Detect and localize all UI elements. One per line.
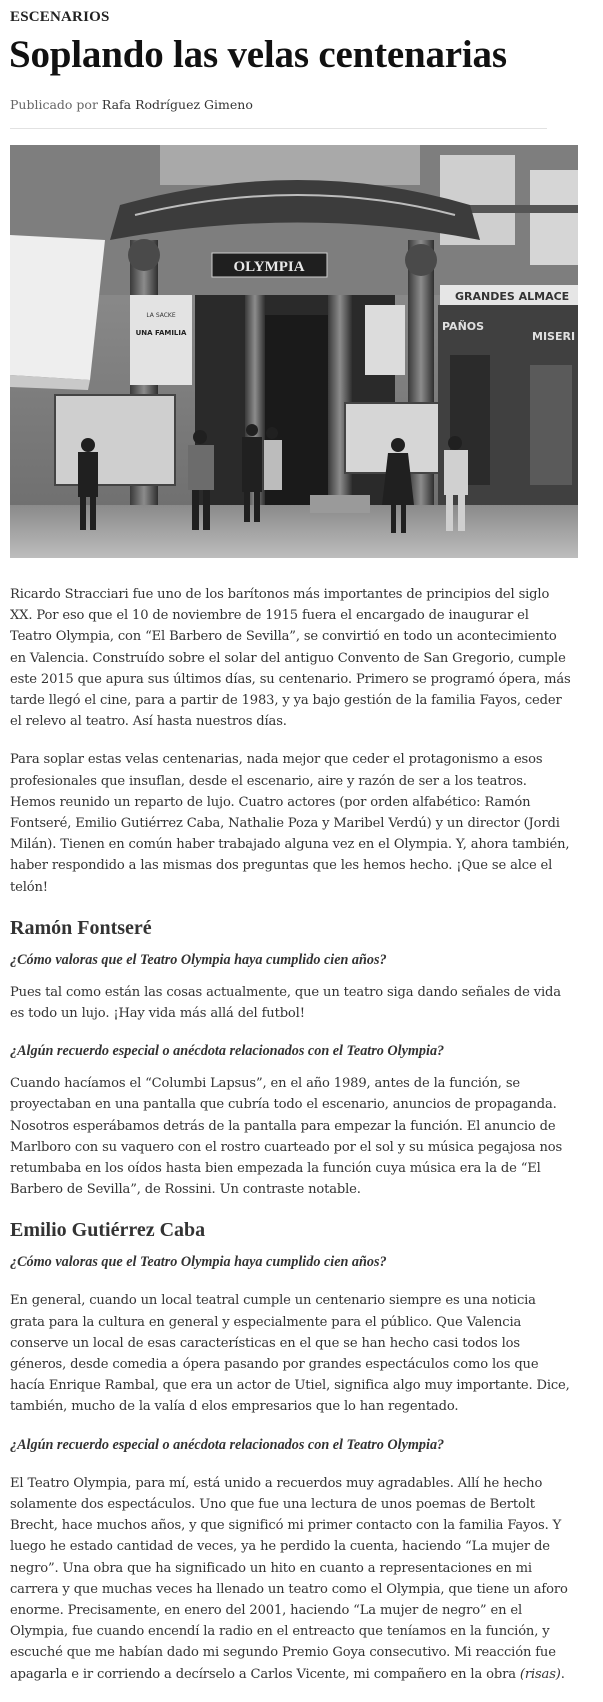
svg-text:LA SACKE: LA SACKE — [146, 312, 176, 319]
interview-answer — [10, 1473, 572, 1685]
svg-text:PAÑOS: PAÑOS — [442, 320, 485, 333]
interview-question: ¿Algún recuerdo especial o anécdota relacionados con el Teatro Olympia? — [10, 1043, 445, 1060]
answer-end: . — [560, 1666, 565, 1682]
byline — [10, 97, 253, 112]
article-photo — [10, 145, 578, 558]
interview-answer: Cuando hacíamos el “Columbi Lapsus”, en el año 1989, antes de la función, se proyectaban en una pantalla que cubría todo el escenario, anuncios de propaganda. Nosotros esperábamos detrás de la pantalla para empezar la función. El anuncio de Marlboro con su vaquero con el rostro cuarteado por el sol y su música pegajosa nos retumbaba en los oídos hasta bien empezada la función cuya música era la de “El Barbero de Sevilla”, de Rossini. Un contraste notable. — [10, 1076, 563, 1198]
interview-answer: En general, cuando un local teatral cumple un centenario siempre es una noticia grata para la cultura en general y especialmente para el público. Que Valencia conserve un local de esas características en el que se han hecho casi todos los géneros, desde comedia a ópera pasando por grandes espectáculos como los que hacía Enrique Rambal, que era un actor de Utiel, significa algo muy importante. Dice, también, mucho de la valía d elos empresarios que lo han regentado. — [10, 1293, 570, 1415]
intro-paragraph: Para soplar estas velas centenarias, nada mejor que ceder el protagonismo a esos profesionales que insuflan, desde el escenario, aire y razón de ser a los teatros. Hemos reunido un reparto de lujo. Cuatro actores (por orden alfabético: Ramón Fontseré, Emilio Gutiérrez Caba, Nathalie Poza y Maribel Verdú) y un director (Jordi Milán). Tienen en común haber trabajado alguna vez en el Olympia. Y, ahora también, haber respondido a las mismas dos preguntas que les hemos hecho. ¡Que se alce el telón! — [10, 752, 570, 895]
category-label[interactable]: ESCENARIOS — [10, 9, 110, 25]
marquee-sign-text: OLYMPIA — [233, 259, 305, 275]
interview-question: ¿Cómo valoras que el Teatro Olympia haya cumplido cien años? — [10, 1254, 387, 1271]
author-link[interactable]: Rafa Rodríguez Gimeno — [101, 97, 253, 112]
svg-text:MISERI: MISERI — [532, 330, 576, 343]
answer-text: El Teatro Olympia, para mí, está unido a recuerdos muy agradables. Allí he hecho solamente dos espectáculos. Uno que fue una lectura de unos poemas de Bertolt Brecht, hace muchos años, y que significó mi primer contacto con la familia Fayos. Y luego he estado cantidad de veces, ya he perdido la cuenta, haciendo “La mujer de negro”. Una obra que ha significado un hito en cuanto a representaciones en mi carrera y que muchas veces ha llenado un teatro como el Olympia, que tiene un aforo enorme. Precisamente, en enero del 2001, haciendo “La mujer de negro” en el Olympia, fue cuando encendí la radio en el entreacto que teníamos en la función, y escuché que me habían dado mi segundo Premio Goya consecutivo. Mi reacción fue apagarla e ir corriendo a decírselo a Carlos Vicente, mi compañero en la obra — [10, 1475, 568, 1682]
article-title: Soplando las velas centenarias — [9, 33, 507, 76]
section-heading: Ramón Fontseré — [10, 916, 152, 939]
interview-question: ¿Cómo valoras que el Teatro Olympia haya cumplido cien años? — [10, 951, 387, 968]
interview-answer: Pues tal como están las cosas actualmente, que un teatro siga dando señales de vida es todo un lujo. ¡Hay vida más allá del futbol! — [10, 984, 561, 1022]
section-heading: Emilio Gutiérrez Caba — [10, 1219, 206, 1242]
answer-aside: (risas) — [519, 1666, 561, 1682]
byline-prefix: Publicado por — [10, 97, 98, 112]
article-body — [10, 584, 572, 1702]
svg-text:UNA FAMILIA: UNA FAMILIA — [135, 329, 187, 337]
divider — [10, 128, 547, 129]
interview-question: ¿Algún recuerdo especial o anécdota relacionados con el Teatro Olympia? — [10, 1436, 445, 1453]
svg-text:GRANDES ALMACE: GRANDES ALMACE — [455, 290, 570, 303]
intro-paragraph: Ricardo Stracciari fue uno de los barítonos más importantes de principios del siglo XX. Por eso que el 10 de noviembre de 1915 fuera el encargado de inaugurar el Teatro Olympia, con “El Barbero de Sevilla”, se convirtió en todo un acontecimiento en Valencia. Construído sobre el solar del antiguo Convento de San Gregorio, cumple este 2015 que apura sus últimos días, su centenario. Primero se programó ópera, más tarde llegó el cine, para a partir de 1983, y ya bajo gestión de la familia Fayos, ceder el relevo al teatro. Así hasta nuestros días. — [10, 587, 571, 730]
theatre-facade-image — [10, 145, 578, 558]
